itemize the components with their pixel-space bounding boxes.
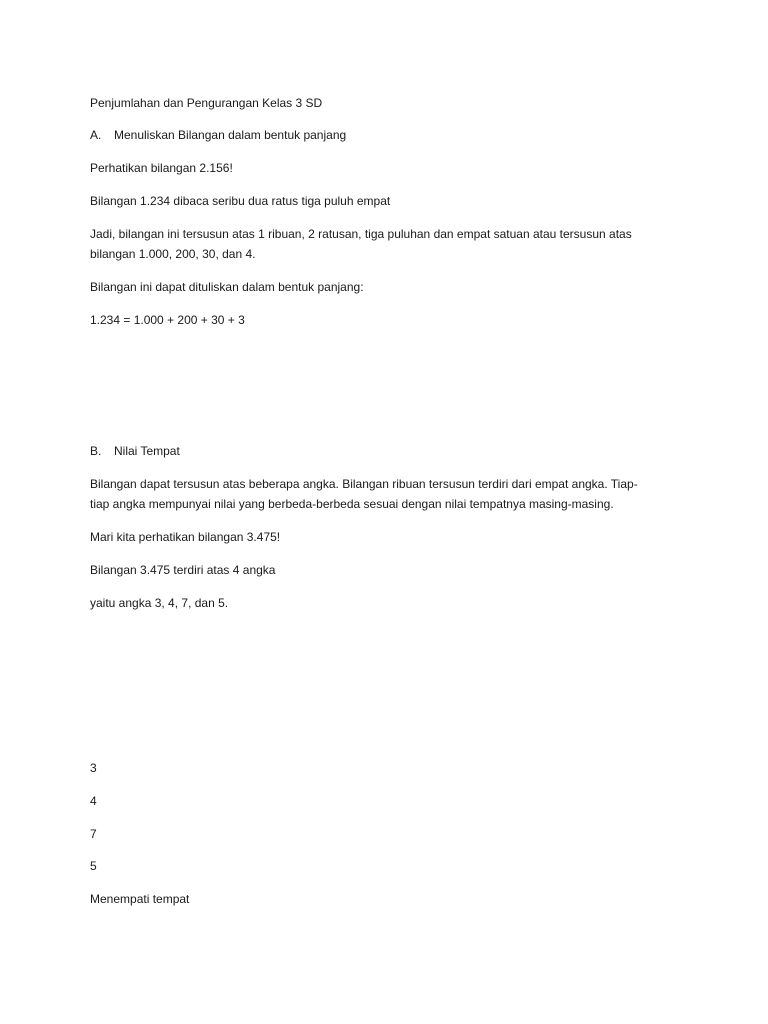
section-b-paragraph-1-line-2: tiap angka mempunyai nilai yang berbeda-berbeda sesuai dengan nilai tempatnya masing-masing. bbox=[90, 497, 614, 511]
section-a-equation: 1.234 = 1.000 + 200 + 30 + 3 bbox=[90, 313, 245, 327]
document-title: Penjumlahan dan Pengurangan Kelas 3 SD bbox=[90, 96, 323, 110]
digit-item: 3 bbox=[90, 761, 97, 775]
section-a-paragraph-3-line-1: Jadi, bilangan ini tersusun atas 1 ribuan, 2 ratusan, tiga puluhan dan empat satuan atau tersusun atas bbox=[90, 227, 632, 241]
section-a-paragraph-3-line-2: bilangan 1.000, 200, 30, dan 4. bbox=[90, 247, 256, 261]
section-b-paragraph-4: yaitu angka 3, 4, 7, dan 5. bbox=[90, 596, 229, 610]
section-a-paragraph-2: Bilangan 1.234 dibaca seribu dua ratus tiga puluh empat bbox=[90, 194, 391, 208]
section-b-paragraph-3: Bilangan 3.475 terdiri atas 4 angka bbox=[90, 563, 276, 577]
section-b-heading bbox=[90, 443, 180, 459]
section-a-paragraph-4: Bilangan ini dapat dituliskan dalam bentuk panjang: bbox=[90, 280, 364, 294]
section-b-letter: B. bbox=[90, 444, 102, 458]
digit-item: 4 bbox=[90, 794, 97, 808]
section-b-footer-text: Menempati tempat bbox=[90, 892, 190, 906]
section-a-paragraph-1: Perhatikan bilangan 2.156! bbox=[90, 161, 233, 175]
section-a-title: Menuliskan Bilangan dalam bentuk panjang bbox=[114, 128, 347, 142]
section-a-letter: A. bbox=[90, 128, 102, 142]
section-b-paragraph-2: Mari kita perhatikan bilangan 3.475! bbox=[90, 530, 281, 544]
section-b-title: Nilai Tempat bbox=[114, 444, 180, 458]
digit-item: 7 bbox=[90, 827, 97, 841]
section-a-heading bbox=[90, 127, 346, 143]
digit-item: 5 bbox=[90, 859, 97, 873]
section-b-paragraph-1-line-1: Bilangan dapat tersusun atas beberapa angka. Bilangan ribuan tersusun terdiri dari empat angka. Tiap- bbox=[90, 477, 638, 491]
